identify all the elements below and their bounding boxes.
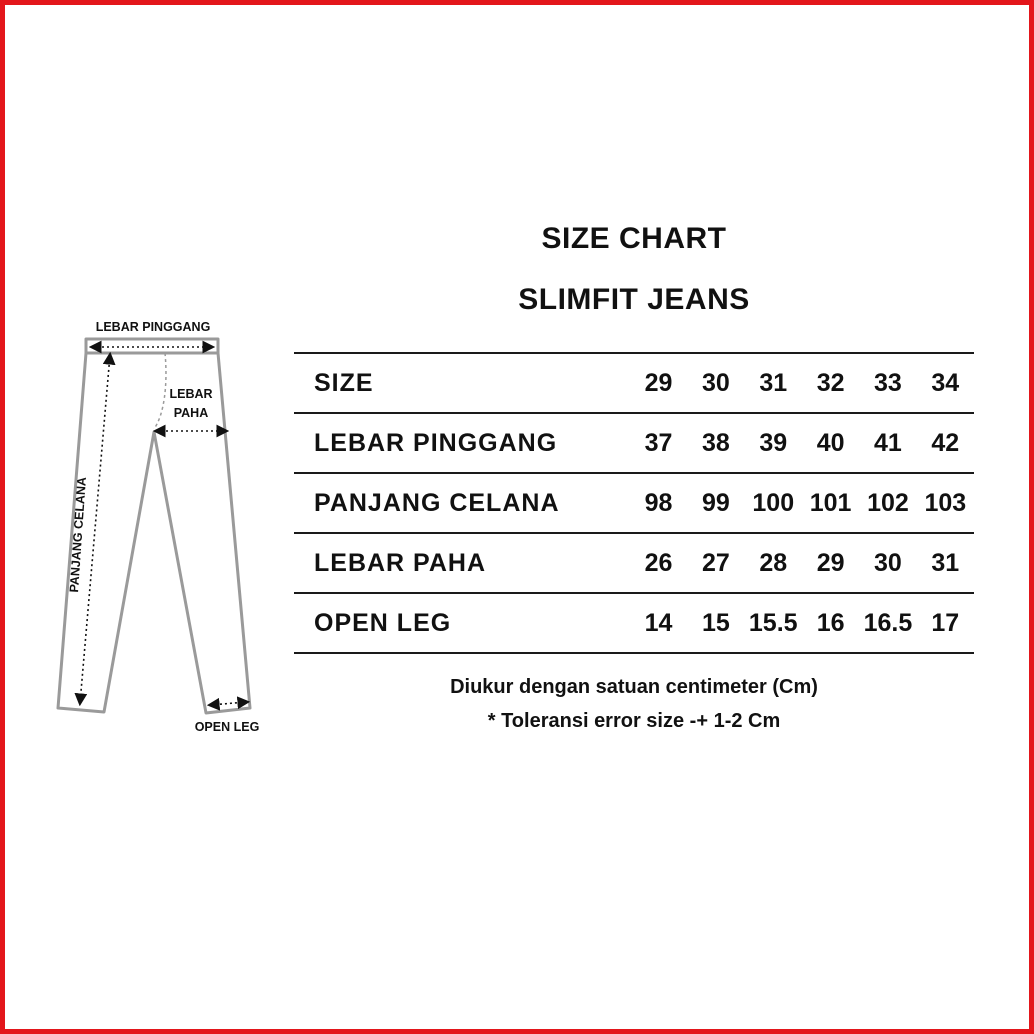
open-leg-label: OPEN LEG — [194, 720, 260, 734]
value-cell: 98 — [630, 473, 687, 533]
product-name: SLIMFIT JEANS — [518, 283, 750, 316]
table-header-row — [294, 353, 974, 413]
size-cell: 32 — [802, 353, 859, 413]
pants-outline — [58, 339, 250, 713]
value-cell: 101 — [802, 473, 859, 533]
tolerance-note: * Toleransi error size -+ 1-2 Cm — [487, 710, 781, 732]
size-cell: 34 — [917, 353, 974, 413]
length-label: PANJANG CELANA — [66, 476, 90, 593]
open-leg-arrow — [210, 702, 247, 705]
row-label: LEBAR PINGGANG — [294, 413, 630, 473]
table-row — [294, 413, 974, 473]
table-row — [294, 593, 974, 653]
value-cell: 40 — [802, 413, 859, 473]
value-cell: 28 — [745, 533, 802, 593]
value-cell: 30 — [859, 533, 916, 593]
value-cell: 16 — [802, 593, 859, 653]
value-cell: 15.5 — [745, 593, 802, 653]
value-cell: 100 — [745, 473, 802, 533]
value-cell: 17 — [917, 593, 974, 653]
table-row — [294, 533, 974, 593]
value-cell: 14 — [630, 593, 687, 653]
thigh-label-line2: PAHA — [173, 406, 209, 420]
waist-label: LEBAR PINGGANG — [95, 320, 211, 334]
value-cell: 29 — [802, 533, 859, 593]
thigh-label-line1: LEBAR — [169, 387, 213, 401]
page-title: SIZE CHART — [541, 222, 727, 255]
unit-note: Diukur dengan satuan centimeter (Cm) — [450, 676, 818, 698]
row-label: PANJANG CELANA — [294, 473, 630, 533]
table-row — [294, 473, 974, 533]
value-cell: 42 — [917, 413, 974, 473]
size-cell: 33 — [859, 353, 916, 413]
row-label: LEBAR PAHA — [294, 533, 630, 593]
header-label: SIZE — [294, 353, 630, 413]
size-cell: 30 — [687, 353, 744, 413]
size-cell: 31 — [745, 353, 802, 413]
value-cell: 26 — [630, 533, 687, 593]
size-table — [294, 352, 974, 654]
value-cell: 27 — [687, 533, 744, 593]
value-cell: 103 — [917, 473, 974, 533]
value-cell: 38 — [687, 413, 744, 473]
value-cell: 31 — [917, 533, 974, 593]
value-cell: 41 — [859, 413, 916, 473]
value-cell: 99 — [687, 473, 744, 533]
row-label: OPEN LEG — [294, 593, 630, 653]
value-cell: 37 — [630, 413, 687, 473]
pants-diagram — [50, 315, 280, 750]
value-cell: 16.5 — [859, 593, 916, 653]
size-cell: 29 — [630, 353, 687, 413]
value-cell: 39 — [745, 413, 802, 473]
fly-curve — [154, 353, 166, 429]
value-cell: 15 — [687, 593, 744, 653]
value-cell: 102 — [859, 473, 916, 533]
